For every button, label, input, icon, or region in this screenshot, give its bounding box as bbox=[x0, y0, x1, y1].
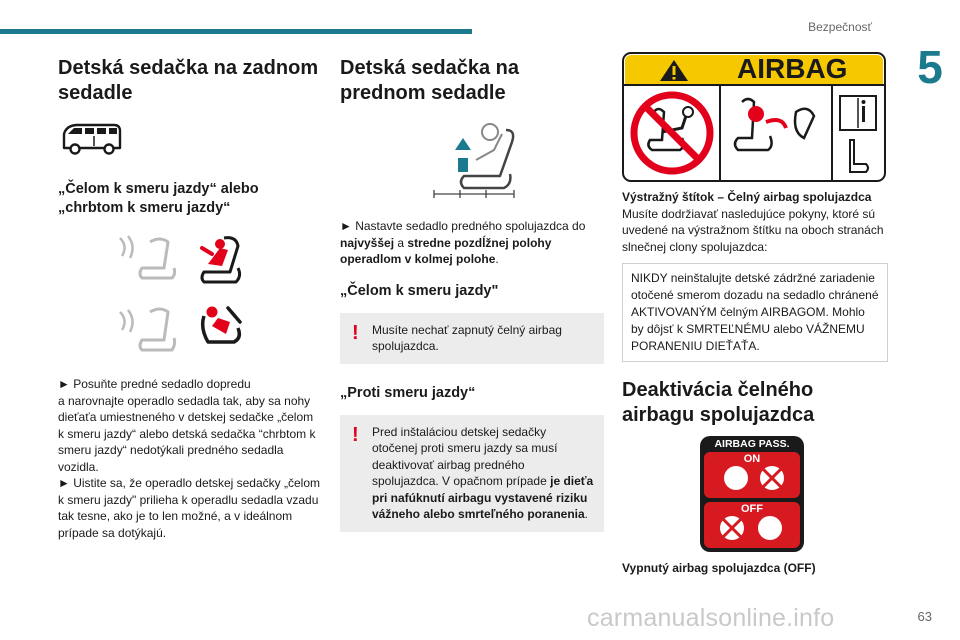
airbag-pass-panel bbox=[700, 436, 804, 552]
airbag-notice-box bbox=[622, 263, 888, 362]
label-caption-text: Musíte dodržiavať nasledujúce pokyny, ktoré sú uvedené na výstražnom štítku na oboch stranách slnečnej clony spolujazdca: bbox=[622, 206, 884, 254]
warning-icon: ! bbox=[352, 423, 359, 446]
rear-facing-warning-end: . bbox=[584, 507, 589, 521]
seat-adjust-icon bbox=[424, 120, 604, 202]
seats-rear-facing-icon bbox=[116, 298, 320, 358]
airbag-off-indicator: OFF bbox=[741, 503, 763, 515]
forward-facing-warning-text: Musíte nechať zapnutý čelný airbag spolujazdca. bbox=[372, 322, 562, 353]
rear-seat-paragraph-2: ► Uistite sa, že operadlo detskej sedačky „čelom k smeru jazdy" prilieha k operadlu sedadla vzadu tak tesne, ako je to len možné, a v ideálnom prípade sa dotýkajú. bbox=[58, 476, 320, 540]
airbag-on-indicator: ON bbox=[743, 453, 761, 465]
seats-forward-facing-icon bbox=[116, 232, 320, 288]
airbag-pass-header: AIRBAG PASS. bbox=[714, 438, 790, 450]
forward-facing-warning bbox=[340, 313, 604, 364]
front-seat-title: Detská sedačka na prednom sedadle bbox=[340, 57, 520, 104]
rear-seat-title: Detská sedačka na zadnom sedadle bbox=[58, 57, 319, 104]
deactivation-title: Deaktivácia čelného airbagu spolujazdca bbox=[622, 379, 815, 426]
front-seat-instruction-bold-2: stredne pozdĺžnej polohy operadlom v kolmej polohe bbox=[340, 235, 552, 266]
chapter-number: 5 bbox=[917, 41, 943, 93]
van-icon bbox=[58, 120, 320, 160]
column-rear-seat bbox=[58, 56, 320, 541]
front-seat-instruction-bold-1: najvyššej bbox=[340, 235, 395, 250]
front-seat-instruction bbox=[340, 218, 604, 268]
column-airbag bbox=[622, 52, 888, 577]
rear-seat-subtitle: „Čelom k smeru jazdy“ alebo „chrbtom k smeru jazdy“ bbox=[58, 181, 259, 216]
rear-facing-heading: „Proti smeru jazdy“ bbox=[340, 384, 476, 401]
airbag-label-text: AIRBAG bbox=[737, 53, 848, 84]
rear-facing-warning-bold: je dieťa pri nafúknutí airbagu vystavené riziku vážneho alebo smrteľného poranenia bbox=[372, 474, 594, 521]
top-accent-bar bbox=[0, 29, 472, 34]
panel-caption bbox=[622, 560, 888, 577]
airbag-notice-text: NIKDY neinštalujte detské zádržné zariadenie otočené smerom dozadu na sedadlo chránené AKTIVOVANÝM čelným AIRBAGOM. Mohlo by dôjsť k SMRTEĽNÉMU alebo VÁŽNEMU PORANENIU DIEŤAŤA. bbox=[631, 271, 879, 353]
rear-seat-paragraph-1-text: a narovnajte operadlo sedadla tak, aby sa nohy dieťaťa umiestneného v detskej sedačke „čelom k smeru jazdy“ alebo detská sedačka “chrbtom k smeru jazdy“ nedotýkali predného sedadla vozidla. bbox=[58, 393, 316, 474]
label-caption-title: Výstražný štítok – Čelný airbag spolujazdca bbox=[622, 190, 872, 204]
section-name: Bezpečnosť bbox=[808, 20, 872, 34]
front-seat-instruction-lead: ► Nastavte sedadlo predného spolujazdca do bbox=[340, 219, 586, 233]
rear-facing-warning-text: Pred inštaláciou detskej sedačky otočenej proti smeru jazdy sa musí deaktivovať airbag predného spolujazdca. V opačnom prípade bbox=[372, 424, 558, 488]
front-seat-instruction-mid: a bbox=[394, 235, 408, 250]
column-front-seat bbox=[340, 56, 604, 532]
rear-seat-paragraph-1 bbox=[58, 376, 320, 475]
label-caption bbox=[622, 189, 888, 255]
watermark: carmanualsonline.info bbox=[587, 604, 835, 632]
front-seat-instruction-end: . bbox=[495, 252, 499, 266]
forward-facing-heading: „Čelom k smeru jazdy" bbox=[340, 282, 499, 299]
warning-icon: ! bbox=[352, 321, 359, 344]
panel-caption-text: Vypnutý airbag spolujazdca (OFF) bbox=[622, 561, 816, 575]
rear-facing-warning bbox=[340, 415, 604, 532]
rear-seat-paragraph-1-lead: ► Posuňte predné sedadlo dopredu bbox=[58, 377, 251, 391]
page-number: 63 bbox=[917, 609, 932, 624]
airbag-warning-label bbox=[622, 52, 886, 182]
